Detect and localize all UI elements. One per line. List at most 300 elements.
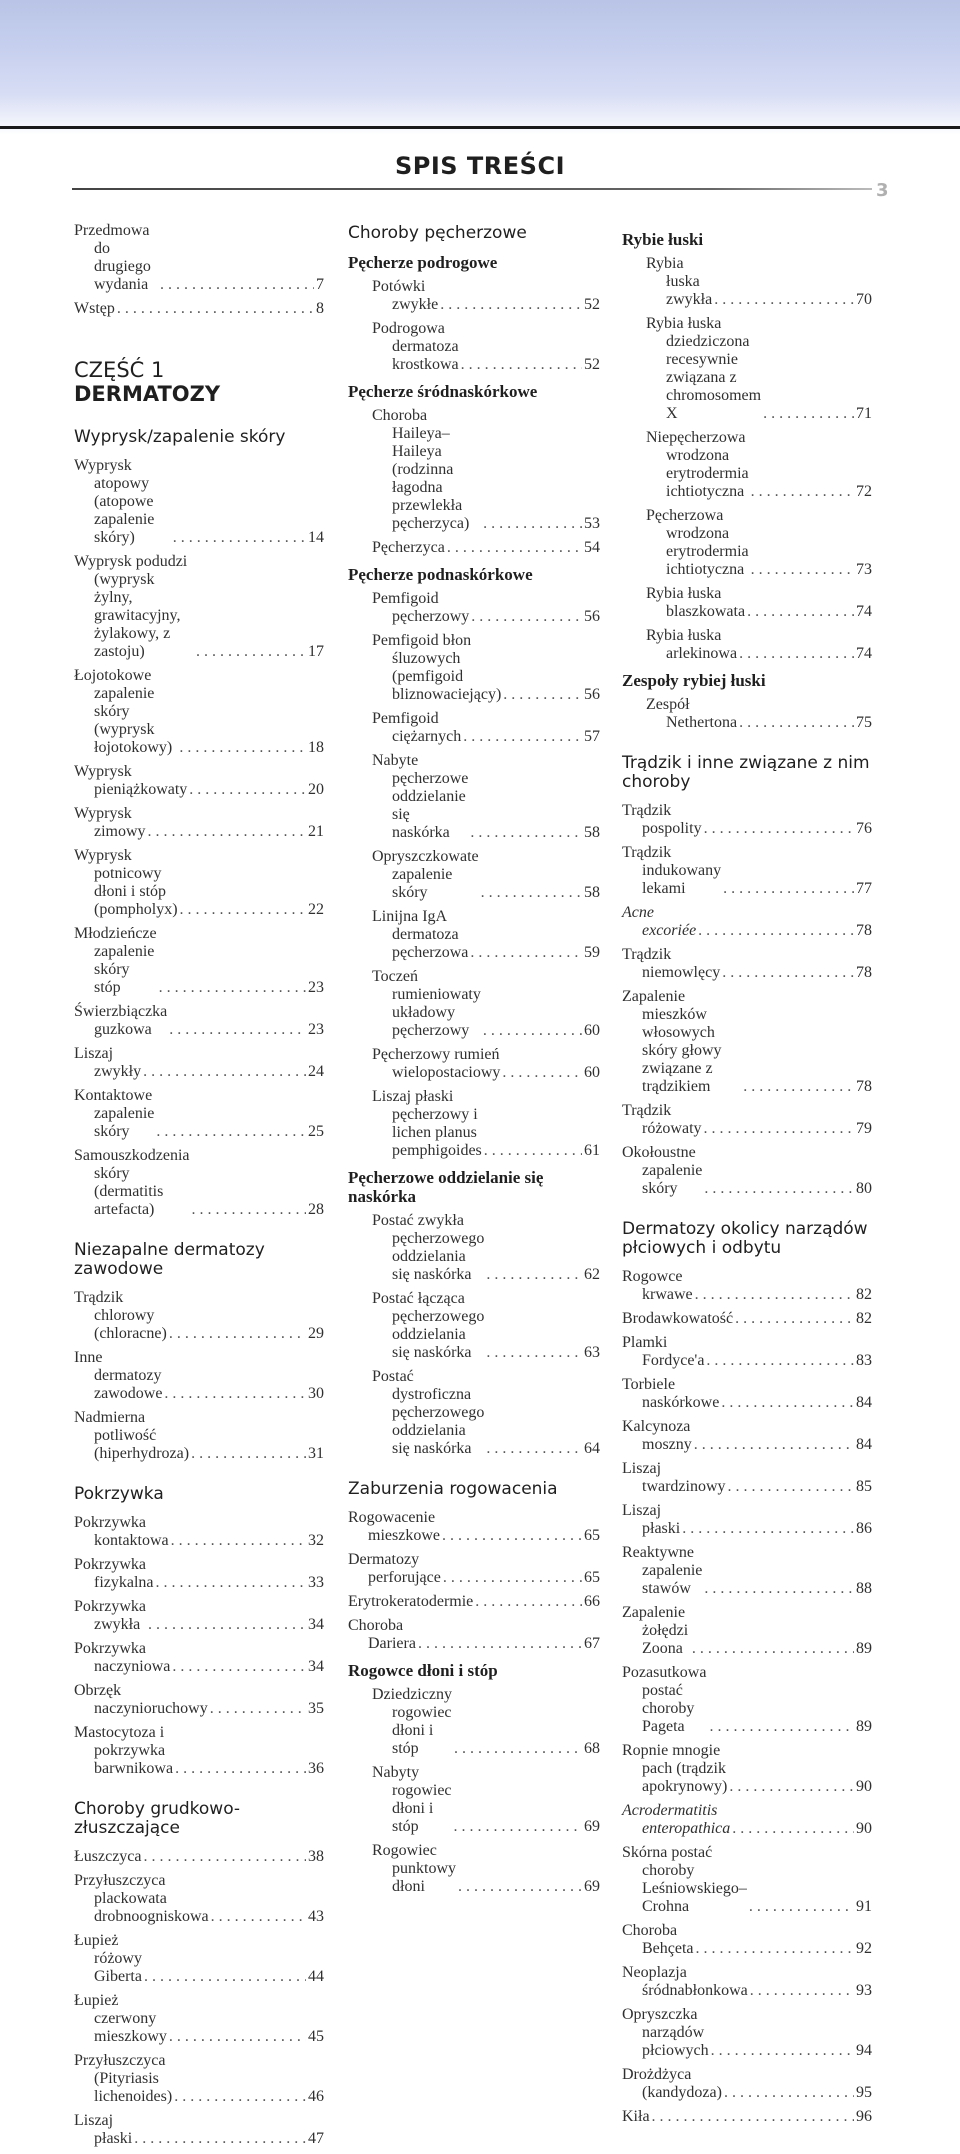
dot-leader bbox=[144, 1848, 306, 1866]
toc-entry-title: Przyłuszczyca plackowata drobnoogniskowa bbox=[74, 1872, 209, 1925]
toc-entry bbox=[74, 847, 324, 919]
dot-leader bbox=[486, 1344, 582, 1362]
toc-entry bbox=[348, 1593, 600, 1611]
toc-entry bbox=[348, 1551, 600, 1587]
toc-entry-page: 23 bbox=[308, 979, 324, 996]
toc-entry-title: Skórna postać choroby Leśniowskiego–Crohna bbox=[622, 1844, 747, 1915]
toc-entry-page: 79 bbox=[856, 1120, 872, 1137]
toc-entry-page: 52 bbox=[584, 356, 600, 373]
toc-entry bbox=[646, 507, 872, 579]
toc-entry-page: 68 bbox=[584, 1740, 600, 1757]
toc-entry-page: 32 bbox=[308, 1532, 324, 1549]
toc-entry-page: 93 bbox=[856, 1982, 872, 1999]
dot-leader bbox=[443, 1569, 582, 1587]
toc-entry bbox=[74, 1514, 324, 1550]
toc-entry-page: 91 bbox=[856, 1898, 872, 1915]
toc-entry-title: Plamki Fordyce'a bbox=[622, 1334, 705, 1369]
section-heading: Choroby grudkowo-złuszczające bbox=[74, 1799, 241, 1838]
dot-leader bbox=[418, 1635, 582, 1653]
toc-entry-title: Zapalenie mieszków włosowych skóry głowy związane z trądzikiem bbox=[622, 988, 722, 1095]
toc-entry bbox=[646, 585, 872, 621]
dot-leader bbox=[704, 820, 854, 838]
toc-entry bbox=[622, 1268, 872, 1304]
dot-leader bbox=[169, 1325, 306, 1343]
toc-entry bbox=[622, 844, 872, 898]
toc-entry-title: Trądzik pospolity bbox=[622, 802, 702, 837]
toc-entry-title: Samouszkodzenia skóry (dermatitis artefacta) bbox=[74, 1147, 190, 1218]
dot-leader bbox=[486, 1440, 582, 1458]
section-heading: Niezapalne dermatozy zawodowe bbox=[74, 1240, 265, 1279]
toc-entry-page: 56 bbox=[584, 608, 600, 625]
toc-entry-page: 66 bbox=[584, 1593, 600, 1610]
toc-entry-page: 85 bbox=[856, 1478, 872, 1495]
subsection-heading: Pęcherze podrogowe bbox=[348, 253, 498, 272]
toc-entry bbox=[74, 553, 324, 661]
toc-entry bbox=[622, 1964, 872, 2000]
toc-entry bbox=[372, 407, 600, 533]
toc-entry bbox=[646, 255, 872, 309]
toc-entry-title: Wyprysk zimowy bbox=[74, 805, 146, 840]
toc-entry-page: 34 bbox=[308, 1616, 324, 1633]
toc-entry bbox=[646, 627, 872, 663]
toc-entry-page: 71 bbox=[856, 405, 872, 422]
toc-entry bbox=[372, 1046, 600, 1082]
toc-entry bbox=[348, 1509, 600, 1545]
toc-entry-page: 29 bbox=[308, 1325, 324, 1342]
dot-leader bbox=[751, 483, 854, 501]
subsection-heading: Pęcherzowe oddzielanie się naskórka bbox=[348, 1168, 544, 1206]
toc-entry-title: Liszaj płaski bbox=[622, 1502, 681, 1537]
dot-leader bbox=[174, 2088, 306, 2106]
toc-entry bbox=[372, 1764, 600, 1836]
toc-entry-page: 60 bbox=[584, 1022, 600, 1039]
dot-leader bbox=[458, 1878, 582, 1896]
toc-entry-page: 90 bbox=[856, 1820, 872, 1837]
toc-entry-title: Opryszczkowate zapalenie skóry bbox=[372, 848, 479, 901]
toc-entry-title: Kontaktowe zapalenie skóry bbox=[74, 1087, 155, 1140]
dot-leader bbox=[724, 2084, 854, 2102]
dot-leader bbox=[704, 1120, 854, 1138]
toc-entry bbox=[348, 1617, 600, 1653]
toc-entry-page: 67 bbox=[584, 1635, 600, 1652]
toc-entry-page: 33 bbox=[308, 1574, 324, 1591]
dot-leader bbox=[192, 1201, 306, 1219]
toc-column-1 bbox=[74, 222, 324, 2154]
toc-entry-page: 73 bbox=[856, 561, 872, 578]
dot-leader bbox=[143, 1063, 306, 1081]
toc-entry bbox=[372, 848, 600, 902]
toc-entry-page: 38 bbox=[308, 1848, 324, 1865]
toc-entry-title: Acrodermatitis enteropathica bbox=[622, 1802, 731, 1837]
section-heading: Trądzik i inne związane z nim choroby bbox=[622, 753, 870, 792]
toc-entry-page: 64 bbox=[584, 1440, 600, 1457]
dot-leader bbox=[191, 1445, 306, 1463]
toc-entry-page: 94 bbox=[856, 2042, 872, 2059]
subsection-heading: Zespoły rybiej łuski bbox=[622, 671, 766, 690]
toc-entry-page: 34 bbox=[308, 1658, 324, 1675]
toc-entry bbox=[622, 1922, 872, 1958]
toc-entry-title: Rybia łuska blaszkowata bbox=[646, 585, 746, 620]
toc-entry bbox=[372, 1290, 600, 1362]
toc-entry-title: Młodzieńcze zapalenie skóry stóp bbox=[74, 925, 157, 996]
dot-leader bbox=[763, 405, 854, 423]
toc-entry bbox=[372, 752, 600, 842]
toc-entry bbox=[622, 946, 872, 982]
toc-entry bbox=[622, 1334, 872, 1370]
toc-entry bbox=[622, 904, 872, 940]
toc-entry-page: 80 bbox=[856, 1180, 872, 1197]
toc-entry-page: 59 bbox=[584, 944, 600, 961]
toc-entry-title: Reaktywne zapalenie stawów bbox=[622, 1544, 703, 1597]
toc-entry-title: Pokrzywka zwykła bbox=[74, 1598, 146, 1633]
dot-leader bbox=[160, 276, 314, 294]
toc-entry-page: 30 bbox=[308, 1385, 324, 1402]
toc-entry-title: Wyprysk potnicowy dłoni i stóp (pompholyx) bbox=[74, 847, 178, 918]
dot-leader bbox=[483, 515, 582, 533]
dot-leader bbox=[483, 1022, 582, 1040]
toc-entry bbox=[622, 1460, 872, 1496]
toc-entry-page: 74 bbox=[856, 645, 872, 662]
toc-entry-page: 89 bbox=[856, 1640, 872, 1657]
toc-entry bbox=[74, 457, 324, 547]
dot-leader bbox=[211, 1908, 306, 1926]
toc-entry-page: 52 bbox=[584, 296, 600, 313]
toc-entry-title: Rybia łuska arlekinowa bbox=[646, 627, 738, 662]
dot-leader bbox=[739, 645, 854, 663]
section-heading: Dermatozy okolicy narządów płciowych i odbytu bbox=[622, 1219, 868, 1258]
part-label: CZĘŚĆ 1 bbox=[74, 358, 165, 382]
toc-entry-title: Choroba Behçeta bbox=[622, 1922, 694, 1957]
toc-entry bbox=[74, 1682, 324, 1718]
toc-entry bbox=[74, 1872, 324, 1926]
dot-leader bbox=[180, 901, 306, 919]
dot-leader bbox=[710, 1718, 854, 1736]
section-heading: Wyprysk/zapalenie skóry bbox=[74, 427, 286, 447]
toc-entry-page: 84 bbox=[856, 1394, 872, 1411]
toc-entry-title: Trądzik niemowlęcy bbox=[622, 946, 721, 981]
dot-leader bbox=[470, 824, 582, 842]
dot-leader bbox=[172, 1658, 306, 1676]
toc-entry-page: 28 bbox=[308, 1201, 324, 1218]
toc-entry-title: Dziedziczny rogowiec dłoni i stóp bbox=[372, 1686, 452, 1757]
toc-entry-page: 17 bbox=[308, 643, 324, 660]
toc-entry-page: 78 bbox=[856, 1078, 872, 1095]
page-title: SPIS TREŚCI bbox=[394, 152, 566, 180]
subsection-heading: Rogowce dłoni i stóp bbox=[348, 1661, 498, 1680]
toc-entry bbox=[74, 300, 324, 318]
toc-entry bbox=[622, 2006, 872, 2060]
toc-entry-title: Pokrzywka fizykalna bbox=[74, 1556, 154, 1591]
toc-entry-title: Rogowce krwawe bbox=[622, 1268, 693, 1303]
toc-entry-title: Pemfigoid błon śluzowych (pemfigoid bliznowaciejący) bbox=[372, 632, 502, 703]
toc-entry-title: Linijna IgA dermatoza pęcherzowa bbox=[372, 908, 469, 961]
toc-entry-page: 61 bbox=[584, 1142, 600, 1159]
toc-entry-title: Kiła bbox=[622, 2108, 650, 2125]
toc-entry-page: 89 bbox=[856, 1718, 872, 1735]
toc-entry-title: Trądzik różowaty bbox=[622, 1102, 702, 1137]
toc-entry-page: 21 bbox=[308, 823, 324, 840]
toc-entry bbox=[74, 763, 324, 799]
toc-entry bbox=[74, 1147, 324, 1219]
dot-leader bbox=[156, 1574, 306, 1592]
toc-entry-page: 96 bbox=[856, 2108, 872, 2125]
dot-leader bbox=[728, 1478, 854, 1496]
toc-entry-page: 69 bbox=[584, 1818, 600, 1835]
toc-entry-page: 7 bbox=[316, 276, 324, 293]
dot-leader bbox=[723, 880, 854, 898]
toc-entry-title: Obrzęk naczynioruchowy bbox=[74, 1682, 208, 1717]
toc-entry-title: Rogowacenie mieszkowe bbox=[348, 1509, 440, 1544]
dot-leader bbox=[210, 1700, 306, 1718]
toc-entry bbox=[74, 1598, 324, 1634]
subsection-heading: Pęcherze podnaskórkowe bbox=[348, 565, 533, 584]
section-heading: Choroby pęcherzowe bbox=[348, 223, 527, 243]
toc-entry bbox=[622, 2108, 872, 2126]
toc-entry-page: 53 bbox=[584, 515, 600, 532]
toc-entry-title: Wyprysk pieniążkowaty bbox=[74, 763, 188, 798]
toc-entry bbox=[622, 1544, 872, 1598]
dot-leader bbox=[484, 1142, 582, 1160]
dot-leader bbox=[171, 1532, 306, 1550]
dot-leader bbox=[134, 2130, 306, 2148]
dot-leader bbox=[189, 781, 306, 799]
toc-entry-page: 82 bbox=[856, 1310, 872, 1327]
toc-entry-page: 47 bbox=[308, 2130, 324, 2147]
toc-entry-page: 70 bbox=[856, 291, 872, 308]
toc-entry-page: 14 bbox=[308, 529, 324, 546]
toc-entry bbox=[646, 429, 872, 501]
dot-leader bbox=[461, 356, 582, 374]
dot-leader bbox=[751, 561, 854, 579]
toc-entry-title: Nadmierna potliwość (hiperhydroza) bbox=[74, 1409, 190, 1462]
toc-entry-title: Łuszczyca bbox=[74, 1848, 142, 1865]
toc-entry bbox=[622, 1604, 872, 1658]
toc-entry-page: 18 bbox=[308, 739, 324, 756]
dot-leader bbox=[471, 608, 582, 626]
toc-entry-title: Postać łącząca pęcherzowego oddzielania się naskórka bbox=[372, 1290, 485, 1361]
toc-entry bbox=[74, 2052, 324, 2106]
toc-entry-title: Nabyty rogowiec dłoni i stóp bbox=[372, 1764, 452, 1835]
toc-entry-title: Świerzbiączka guzkowa bbox=[74, 1003, 168, 1038]
toc-entry-title: Okołoustne zapalenie skóry bbox=[622, 1144, 703, 1197]
toc-entry-page: 95 bbox=[856, 2084, 872, 2101]
toc-entry-title: Rogowiec punktowy dłoni bbox=[372, 1842, 456, 1895]
dot-leader bbox=[694, 1436, 854, 1454]
toc-entry-page: 78 bbox=[856, 964, 872, 981]
dot-leader bbox=[698, 922, 854, 940]
toc-entry-title: Liszaj zwykły bbox=[74, 1045, 142, 1080]
toc-entry bbox=[74, 222, 324, 294]
dot-leader bbox=[722, 964, 854, 982]
toc-entry bbox=[622, 1376, 872, 1412]
section-heading: Zaburzenia rogowacenia bbox=[348, 1479, 558, 1499]
toc-entry-title: Mastocytoza i pokrzywka barwnikowa bbox=[74, 1724, 174, 1777]
toc-entry-title: Choroba Dariera bbox=[348, 1617, 416, 1652]
toc-column-2 bbox=[348, 222, 600, 1902]
dot-leader bbox=[747, 603, 854, 621]
toc-entry-page: 56 bbox=[584, 686, 600, 703]
dot-leader bbox=[652, 2108, 854, 2126]
dot-leader bbox=[196, 643, 306, 661]
dot-leader bbox=[175, 1760, 306, 1778]
toc-entry-page: 92 bbox=[856, 1940, 872, 1957]
toc-entry bbox=[372, 590, 600, 626]
toc-entry-page: 57 bbox=[584, 728, 600, 745]
toc-entry-page: 76 bbox=[856, 820, 872, 837]
toc-entry bbox=[74, 805, 324, 841]
toc-entry bbox=[372, 710, 600, 746]
toc-entry-title: Zespół Nethertona bbox=[646, 696, 738, 731]
toc-entry bbox=[372, 908, 600, 962]
toc-entry-title: Pęcherzyca bbox=[372, 539, 445, 556]
toc-entry bbox=[74, 1349, 324, 1403]
toc-entry-title: Podrogowa dermatoza krostkowa bbox=[372, 320, 459, 373]
dot-leader bbox=[144, 1968, 306, 1986]
toc-entry-page: 44 bbox=[308, 1968, 324, 1985]
toc-entry bbox=[74, 1556, 324, 1592]
toc-entry-title: Pęcherzowy rumień wielopostaciowy bbox=[372, 1046, 501, 1081]
dot-leader bbox=[454, 1740, 582, 1758]
toc-entry bbox=[74, 1724, 324, 1778]
toc-entry-title: Brodawkowatość bbox=[622, 1310, 734, 1327]
toc-entry-page: 31 bbox=[308, 1445, 324, 1462]
toc-entry-page: 25 bbox=[308, 1123, 324, 1140]
dot-leader bbox=[750, 1982, 854, 2000]
toc-entry bbox=[74, 1003, 324, 1039]
dot-leader bbox=[732, 1820, 854, 1838]
toc-entry bbox=[74, 1045, 324, 1081]
toc-entry-title: Pemfigoid ciężarnych bbox=[372, 710, 462, 745]
toc-entry-page: 43 bbox=[308, 1908, 324, 1925]
dot-leader bbox=[447, 539, 582, 557]
toc-entry-page: 82 bbox=[856, 1286, 872, 1303]
toc-column-3 bbox=[622, 222, 872, 2132]
section-heading: Pokrzywka bbox=[74, 1484, 164, 1504]
dot-leader bbox=[682, 1520, 854, 1538]
dot-leader bbox=[159, 979, 306, 997]
toc-entry-title: Ropnie mnogie pach (trądzik apokrynowy) bbox=[622, 1742, 728, 1795]
toc-entry bbox=[372, 1212, 600, 1284]
toc-entry-title: Przyłuszczyca (Pityriasis lichenoides) bbox=[74, 2052, 173, 2105]
toc-entry bbox=[646, 315, 872, 423]
toc-entry-title: Pemfigoid pęcherzowy bbox=[372, 590, 470, 625]
toc-entry bbox=[622, 2066, 872, 2102]
dot-leader bbox=[749, 1898, 854, 1916]
dot-leader bbox=[743, 1078, 854, 1096]
toc-entry bbox=[646, 696, 872, 732]
toc-entry-page: 69 bbox=[584, 1878, 600, 1895]
dot-leader bbox=[503, 686, 582, 704]
toc-entry-title: Toczeń rumieniowaty układowy pęcherzowy bbox=[372, 968, 481, 1039]
dot-leader bbox=[475, 1593, 582, 1611]
toc-entry-title: Łojotokowe zapalenie skóry (wyprysk łojotokowy) bbox=[74, 667, 173, 756]
dot-leader bbox=[440, 296, 582, 314]
toc-entry-title: Liszaj twardzinowy bbox=[622, 1460, 726, 1495]
toc-entry-page: 58 bbox=[584, 824, 600, 841]
toc-entry bbox=[622, 988, 872, 1096]
toc-entry-page: 84 bbox=[856, 1436, 872, 1453]
toc-entry-title: Postać dystroficzna pęcherzowego oddzielania się naskórka bbox=[372, 1368, 485, 1457]
toc-entry-title: Łupież czerwony mieszkowy bbox=[74, 1992, 167, 2045]
toc-entry bbox=[372, 968, 600, 1040]
toc-entry bbox=[74, 1087, 324, 1141]
dot-leader bbox=[470, 944, 582, 962]
toc-entry-page: 60 bbox=[584, 1064, 600, 1081]
toc-entry-title: Neoplazja śródnabłonkowa bbox=[622, 1964, 748, 1999]
toc-entry bbox=[622, 1144, 872, 1198]
toc-entry-page: 45 bbox=[308, 2028, 324, 2045]
dot-leader bbox=[169, 1021, 306, 1039]
toc-entry-title: Torbiele naskórkowe bbox=[622, 1376, 720, 1411]
dot-leader bbox=[695, 1286, 854, 1304]
toc-entry-title: Pokrzywka naczyniowa bbox=[74, 1640, 171, 1675]
toc-entry-page: 78 bbox=[856, 922, 872, 939]
toc-entry-title: Wyprysk atopowy (atopowe zapalenie skóry) bbox=[74, 457, 155, 546]
toc-entry-title: Nabyte pęcherzowe oddzielanie się naskórka bbox=[372, 752, 469, 841]
toc-entry-title: Łupież różowy Giberta bbox=[74, 1932, 142, 1985]
toc-entry bbox=[74, 925, 324, 997]
toc-entry-title: Kalcynoza moszny bbox=[622, 1418, 692, 1453]
header-divider bbox=[0, 126, 960, 129]
toc-entry-title: Choroba Haileya–Haileya (rodzinna łagodna przewlekła pęcherzyca) bbox=[372, 407, 470, 532]
toc-entry bbox=[622, 1802, 872, 1838]
toc-entry bbox=[372, 320, 600, 374]
toc-entry-page: 20 bbox=[308, 781, 324, 798]
toc-entry-page: 36 bbox=[308, 1760, 324, 1777]
toc-entry-title: Przedmowa do drugiego wydania bbox=[74, 222, 151, 293]
toc-entry bbox=[372, 278, 600, 314]
toc-entry bbox=[74, 1289, 324, 1343]
toc-entry-page: 72 bbox=[856, 483, 872, 500]
toc-entry bbox=[74, 1932, 324, 1986]
toc-entry-title: Pęcherzowa wrodzona erytrodermia ichtiotyczna bbox=[646, 507, 749, 578]
dot-leader bbox=[454, 1818, 582, 1836]
toc-entry-page: 83 bbox=[856, 1352, 872, 1369]
toc-entry bbox=[372, 1368, 600, 1458]
dot-leader bbox=[481, 884, 582, 902]
toc-entry-title: Erytrokeratodermie bbox=[348, 1593, 474, 1610]
toc-entry bbox=[74, 1992, 324, 2046]
dot-leader bbox=[179, 739, 306, 757]
subsection-heading: Pęcherze śródnaskórkowe bbox=[348, 382, 538, 401]
toc-entry bbox=[372, 1686, 600, 1758]
toc-entry-title: Niepęcherzowa wrodzona erytrodermia ichtiotyczna bbox=[646, 429, 749, 500]
toc-entry-title: Inne dermatozy zawodowe bbox=[74, 1349, 163, 1402]
toc-entry bbox=[622, 1664, 872, 1736]
toc-entry-title: Pokrzywka kontaktowa bbox=[74, 1514, 169, 1549]
dot-leader bbox=[173, 529, 306, 547]
toc-entry-page: 90 bbox=[856, 1778, 872, 1795]
toc-entry-title: Trądzik indukowany lekami bbox=[622, 844, 722, 897]
toc-entry-page: 65 bbox=[584, 1527, 600, 1544]
dot-leader bbox=[502, 1064, 582, 1082]
dot-leader bbox=[442, 1527, 582, 1545]
toc-entry bbox=[622, 1742, 872, 1796]
toc-entry-title: Opryszczka narządów płciowych bbox=[622, 2006, 709, 2059]
part-title: DERMATOZY bbox=[74, 382, 221, 406]
toc-entry bbox=[622, 1502, 872, 1538]
toc-entry-title: Drożdżyca (kandydoza) bbox=[622, 2066, 722, 2101]
dot-leader bbox=[696, 1940, 854, 1958]
toc-entry bbox=[74, 1848, 324, 1866]
toc-entry-page: 88 bbox=[856, 1580, 872, 1597]
toc-entry-title: Liszaj płaski bbox=[74, 2112, 133, 2147]
toc-entry bbox=[372, 539, 600, 557]
toc-entry bbox=[74, 1640, 324, 1676]
subsection-heading: Rybie łuski bbox=[622, 230, 704, 249]
toc-entry-title: Trądzik chlorowy (chloracne) bbox=[74, 1289, 167, 1342]
toc-entry-page: 62 bbox=[584, 1266, 600, 1283]
